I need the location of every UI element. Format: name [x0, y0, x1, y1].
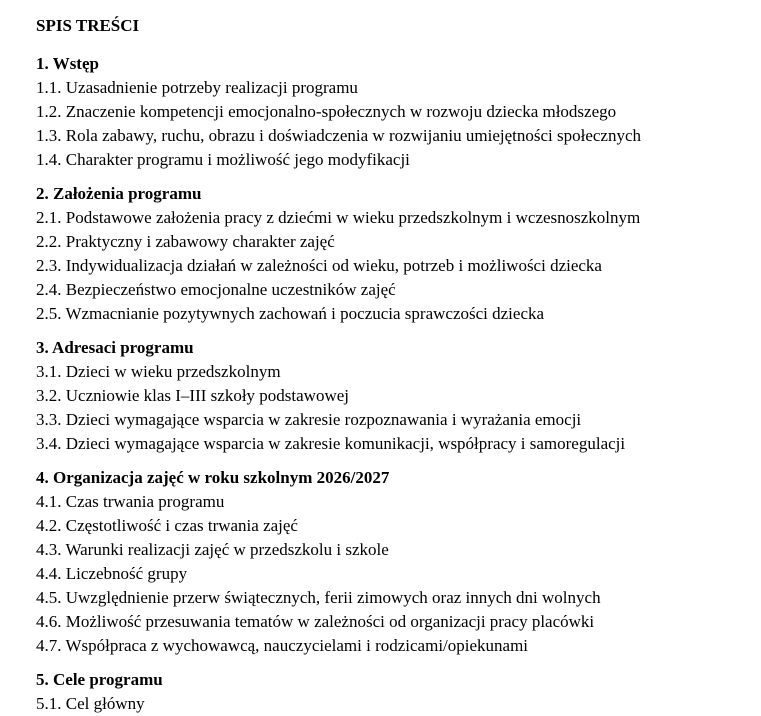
toc-entry[interactable]: 3.4. Dzieci wymagające wsparcia w zakresie komunikacji, współpracy i samoregulacji: [36, 434, 626, 453]
section-heading[interactable]: 5. Cele programu: [36, 670, 163, 689]
toc-entry[interactable]: 1.3. Rola zabawy, ruchu, obrazu i doświadczenia w rozwijaniu umiejętności społecznych: [36, 126, 642, 145]
toc-section-1: [36, 52, 756, 172]
toc-entry[interactable]: 3.1. Dzieci w wieku przedszkolnym: [36, 362, 281, 381]
toc-entry[interactable]: 1.2. Znaczenie kompetencji emocjonalno-społecznych w rozwoju dziecka młodszego: [36, 102, 617, 121]
toc-entry[interactable]: 4.3. Warunki realizacji zajęć w przedszkolu i szkole: [36, 540, 389, 559]
section-heading[interactable]: 1. Wstęp: [36, 54, 99, 73]
toc-section-2: [36, 182, 756, 326]
toc-entry[interactable]: 1.4. Charakter programu i możliwość jego modyfikacji: [36, 150, 410, 169]
toc-entry[interactable]: 2.3. Indywidualizacja działań w zależności od wieku, potrzeb i możliwości dziecka: [36, 256, 602, 275]
toc-section-5: [36, 668, 756, 713]
table-of-contents: [36, 14, 756, 712]
toc-entry[interactable]: 4.1. Czas trwania programu: [36, 492, 225, 511]
toc-entry[interactable]: 5.1. Cel główny: [36, 694, 145, 713]
section-heading[interactable]: 3. Adresaci programu: [36, 338, 194, 357]
document-title: SPIS TREŚCI: [36, 16, 140, 35]
toc-entry[interactable]: 2.5. Wzmacnianie pozytywnych zachowań i poczucia sprawczości dziecka: [36, 304, 545, 323]
section-heading[interactable]: 2. Założenia programu: [36, 184, 202, 203]
toc-entry[interactable]: 4.4. Liczebność grupy: [36, 564, 188, 583]
section-heading[interactable]: 4. Organizacja zajęć w roku szkolnym 2026/2027: [36, 468, 390, 487]
toc-entry[interactable]: 2.4. Bezpieczeństwo emocjonalne uczestników zajęć: [36, 280, 396, 299]
toc-entry[interactable]: 3.3. Dzieci wymagające wsparcia w zakresie rozpoznawania i wyrażania emocji: [36, 410, 582, 429]
toc-entry[interactable]: 4.5. Uwzględnienie przerw świątecznych, ferii zimowych oraz innych dni wolnych: [36, 588, 601, 607]
toc-entry[interactable]: 2.1. Podstawowe założenia pracy z dziećmi w wieku przedszkolnym i wczesnoszkolnym: [36, 208, 641, 227]
toc-entry[interactable]: 1.1. Uzasadnienie potrzeby realizacji programu: [36, 78, 358, 97]
toc-entry[interactable]: 4.6. Możliwość przesuwania tematów w zależności od organizacji pracy placówki: [36, 612, 595, 631]
toc-entry[interactable]: 2.2. Praktyczny i zabawowy charakter zajęć: [36, 232, 335, 251]
toc-entry[interactable]: 3.2. Uczniowie klas I–III szkoły podstawowej: [36, 386, 350, 405]
toc-entry[interactable]: 4.2. Częstotliwość i czas trwania zajęć: [36, 516, 298, 535]
toc-section-3: [36, 336, 756, 456]
toc-entry[interactable]: 4.7. Współpraca z wychowawcą, nauczycielami i rodzicami/opiekunami: [36, 636, 529, 655]
toc-section-4: [36, 466, 756, 658]
